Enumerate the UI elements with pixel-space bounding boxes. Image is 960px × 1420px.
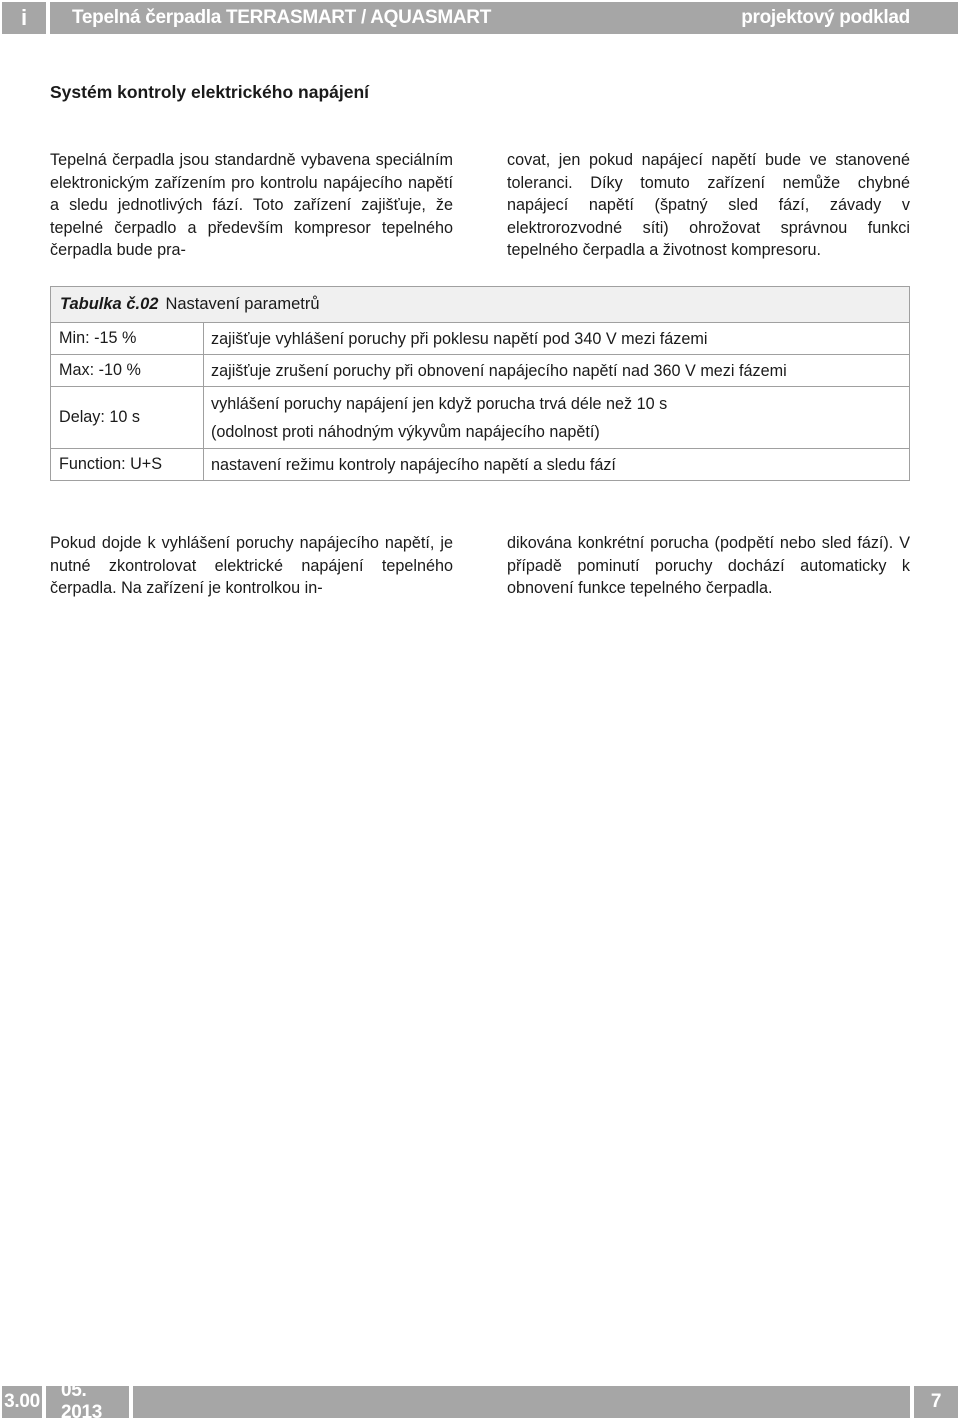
intro-text-right: covat, jen pokud napájecí napětí bude ve stanovené toleranci. Díky tomuto zařízení nemůže chybné napájecí napětí (špatný sled fází, závady v elektrorozvodné síti) ohrožovat správnou funkci tepelného čerpadla a životnost kompresoru. [507, 151, 910, 260]
table-cell-desc-line: nastavení režimu kontroly napájecího napětí a sledu fází [211, 455, 616, 474]
table-cell-desc [204, 449, 909, 480]
page-footer [2, 1380, 958, 1420]
footer-date: 05. 2013 [46, 1386, 129, 1418]
intro-text-left: Tepelná čerpadla jsou standardně vybavena speciálním elektronickým zařízením pro kontrolu napájecího napětí a sledu jednotlivých fází. Toto zařízení zajišťuje, že tepelné čerpadlo a především kompresor tepelného čerpadla bude pra- [50, 151, 453, 260]
table-cell-desc-line: zajišťuje vyhlášení poruchy při poklesu napětí pod 340 V mezi fázemi [211, 329, 708, 348]
table-cell-desc [204, 387, 909, 448]
header-title: Tepelná čerpadla TERRASMART / AQUASMART [72, 7, 492, 28]
footer-bar [133, 1386, 910, 1418]
table-cell-desc [204, 355, 909, 386]
table-row [51, 387, 909, 449]
after-table-text-left: Pokud dojde k vyhlášení poruchy napájecího napětí, je nutné zkontrolovat elektrické napájení tepelného čerpadla. Na zařízení je kontrolkou in- [50, 534, 453, 598]
table-cell-param: Function: U+S [51, 449, 204, 480]
table-cell-param: Max: -10 % [51, 355, 204, 386]
table-caption [51, 287, 909, 323]
table-caption-label: Tabulka č.02 [60, 295, 159, 313]
after-table-column-right [507, 532, 910, 600]
intro-column-left [50, 149, 453, 262]
table-cell-desc-line-2: (odolnost proti náhodným výkyvům napájecího napětí) [211, 422, 600, 441]
table-row [51, 449, 909, 480]
intro-column-right [507, 149, 910, 262]
table-cell-desc-line: zajišťuje zrušení poruchy při obnovení napájecího napětí nad 360 V mezi fázemi [211, 361, 787, 380]
page-header [2, 2, 958, 34]
parameters-table [50, 286, 910, 481]
table-row [51, 323, 909, 355]
table-cell-desc [204, 323, 909, 354]
table-caption-text: Nastavení parametrů [165, 295, 320, 313]
table-cell-desc-line: vyhlášení poruchy napájení jen když porucha trvá déle než 10 s [211, 394, 668, 413]
table-row [51, 355, 909, 387]
table-cell-param: Min: -15 % [51, 323, 204, 354]
header-bar [50, 2, 958, 34]
info-icon: i [2, 2, 46, 34]
after-table-column-left [50, 532, 453, 600]
after-table-text-right: dikována konkrétní porucha (podpětí nebo sled fází). V případě pominutí poruchy dochází automaticky k obnovení funkce tepelného čerpadla. [507, 534, 910, 598]
footer-page-number: 7 [914, 1386, 958, 1418]
footer-version: 3.00 [2, 1386, 42, 1418]
header-doc-type: projektový podklad [741, 7, 910, 28]
table-cell-param: Delay: 10 s [51, 387, 204, 448]
section-title: Systém kontroly elektrického napájení [50, 82, 370, 102]
